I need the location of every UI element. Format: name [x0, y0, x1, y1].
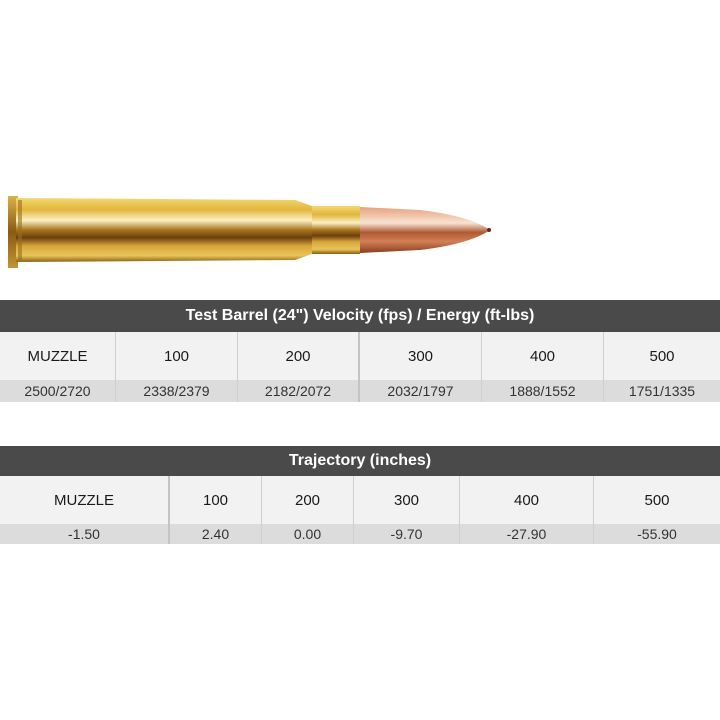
- velocity-value-300: 2032/1797: [360, 380, 482, 402]
- velocity-energy-table: [0, 300, 720, 402]
- trajectory-header-300: 300: [354, 476, 460, 524]
- trajectory-header-100: 100: [170, 476, 262, 524]
- trajectory-table-title: Trajectory (inches): [0, 446, 720, 476]
- trajectory-header-200: 200: [262, 476, 354, 524]
- velocity-value-500: 1751/1335: [604, 380, 720, 402]
- velocity-header-row: [0, 332, 720, 380]
- velocity-header-500: 500: [604, 332, 720, 380]
- velocity-header-400: 400: [482, 332, 604, 380]
- trajectory-header-500: 500: [594, 476, 720, 524]
- trajectory-header-row: [0, 476, 720, 524]
- trajectory-header-muzzle: MUZZLE: [0, 476, 170, 524]
- velocity-header-100: 100: [116, 332, 238, 380]
- velocity-header-200: 200: [238, 332, 360, 380]
- trajectory-table: [0, 446, 720, 544]
- velocity-value-100: 2338/2379: [116, 380, 238, 402]
- velocity-value-400: 1888/1552: [482, 380, 604, 402]
- trajectory-value-400: -27.90: [460, 524, 594, 544]
- trajectory-value-200: 0.00: [262, 524, 354, 544]
- velocity-header-300: 300: [360, 332, 482, 380]
- trajectory-value-row: [0, 524, 720, 544]
- velocity-value-200: 2182/2072: [238, 380, 360, 402]
- velocity-table-title: Test Barrel (24") Velocity (fps) / Energy (ft-lbs): [0, 300, 720, 332]
- trajectory-value-300: -9.70: [354, 524, 460, 544]
- trajectory-value-muzzle: -1.50: [0, 524, 170, 544]
- trajectory-value-500: -55.90: [594, 524, 720, 544]
- trajectory-value-100: 2.40: [170, 524, 262, 544]
- trajectory-header-400: 400: [460, 476, 594, 524]
- velocity-header-muzzle: MUZZLE: [0, 332, 116, 380]
- velocity-value-muzzle: 2500/2720: [0, 380, 116, 402]
- cartridge-image: [0, 180, 520, 280]
- velocity-value-row: [0, 380, 720, 402]
